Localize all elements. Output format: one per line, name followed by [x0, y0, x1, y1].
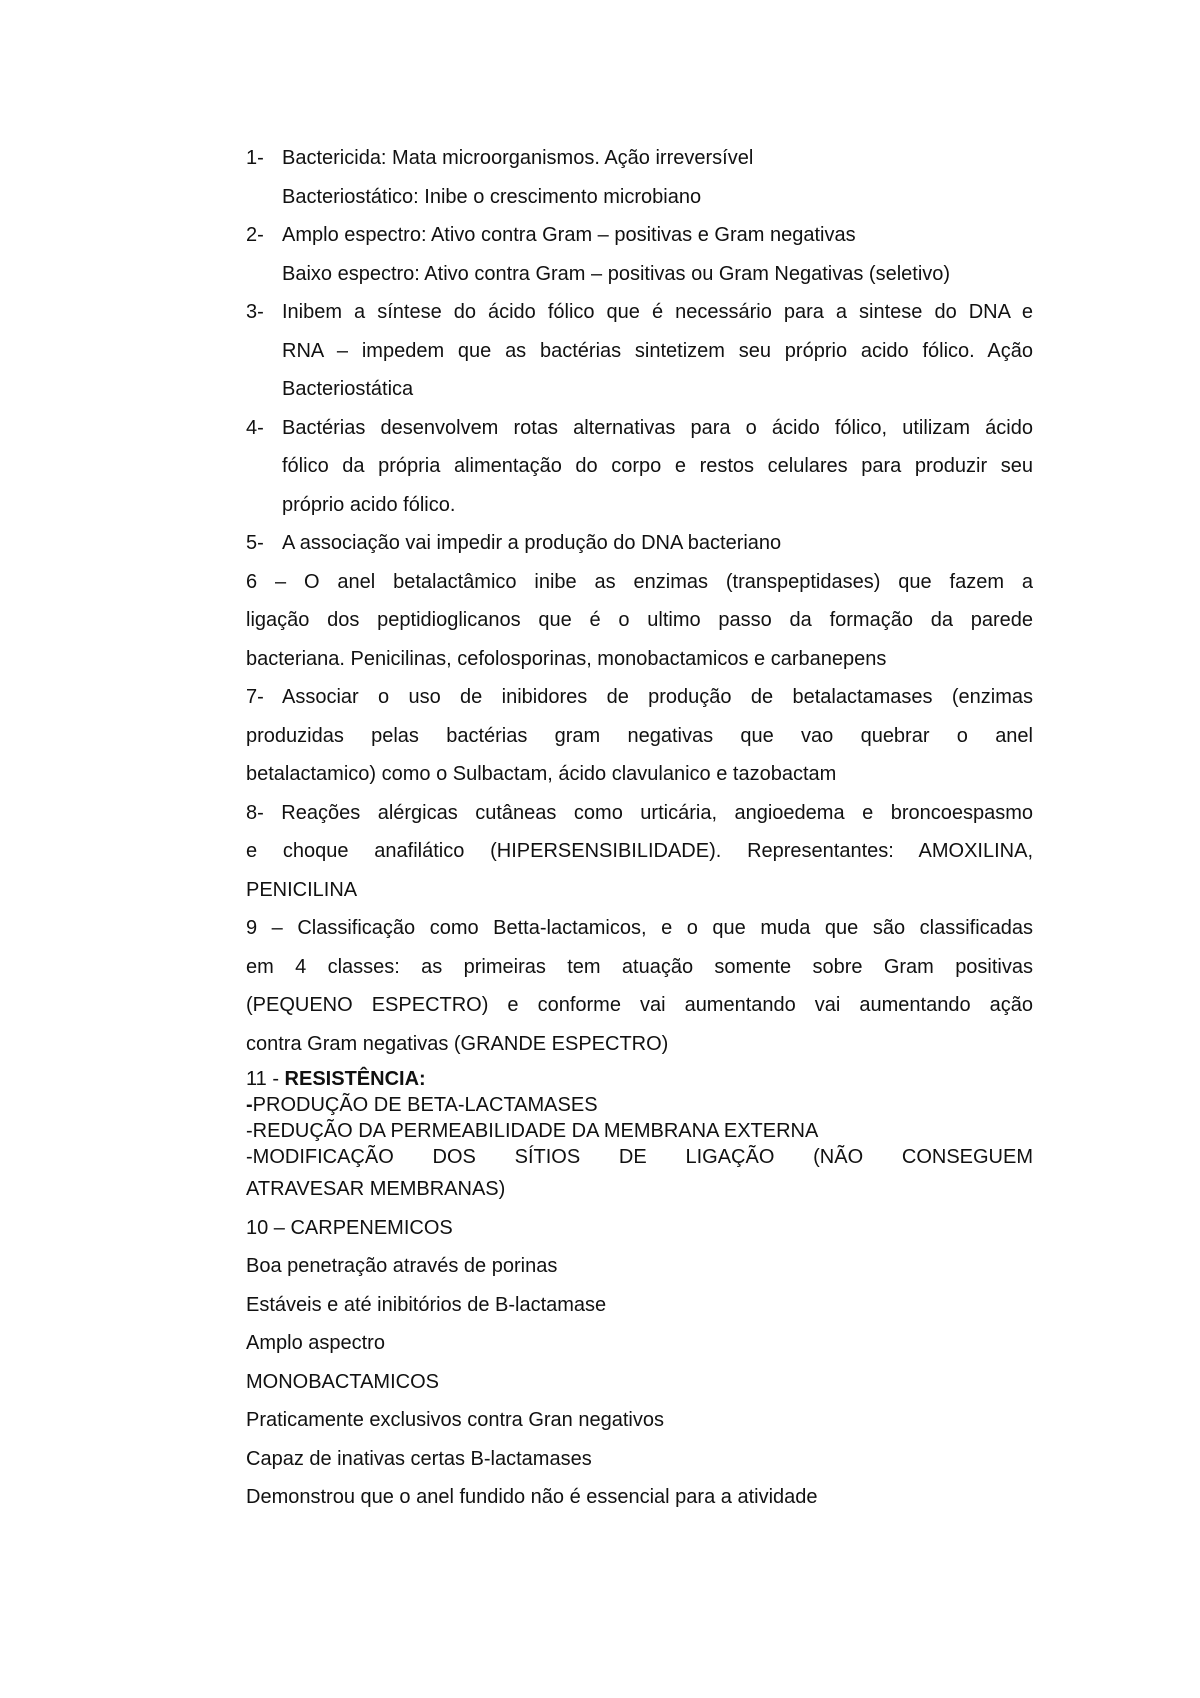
resistance-text: PRODUÇÃO DE BETA-LACTAMASES [252, 1094, 598, 1116]
resistance-heading-line [246, 1066, 1033, 1092]
section-10-subtitle: MONOBACTAMICOS [246, 1370, 439, 1393]
document-body [246, 139, 1033, 1517]
paragraph-8-line: e choque anafilático (HIPERSENSIBILIDADE). Representantes: AMOXILINA, [246, 840, 1033, 862]
resistance-heading: RESISTÊNCIA: [284, 1068, 426, 1090]
paragraph-9: 9 – Classificação como Betta-lactamicos, e o que muda que são classificadas [246, 917, 1033, 939]
section-10-title: 10 – CARPENEMICOS [246, 1216, 453, 1239]
resistance-item-1 [246, 1092, 1033, 1118]
list-number: 2- [246, 224, 264, 246]
paragraph-6: 6 – O anel betalactâmico inibe as enzimas (transpeptidases) que fazem a [246, 570, 1033, 593]
section-10-line: Amplo aspectro [246, 1332, 385, 1354]
list-item-3-continuation: Bacteriostática [282, 378, 414, 400]
paragraph-9-line: em 4 classes: as primeiras tem atuação somente sobre Gram positivas [246, 955, 1033, 978]
list-number: 1- [246, 147, 264, 169]
paragraph-8: 8- Reações alérgicas cutâneas como urticária, angioedema e broncoespasmo [246, 801, 1033, 824]
paragraph-7-line: produzidas pelas bactérias gram negativas que vao quebrar o anel [246, 724, 1033, 747]
list-item-1-continuation: Bacteriostático: Inibe o crescimento microbiano [282, 185, 702, 208]
section-10-line: Boa penetração através de porinas [246, 1255, 558, 1277]
list-item-3-continuation: RNA – impedem que as bactérias sintetizem seu próprio acido fólico. Ação [282, 339, 1033, 362]
list-item-3 [246, 293, 1033, 332]
paragraph-7: 7- Associar o uso de inibidores de produção de betalactamases (enzimas [246, 686, 1033, 708]
list-text: Inibem a síntese do ácido fólico que é necessário para a sintese do DNA e [282, 301, 1033, 323]
list-item-4-continuation: fólico da própria alimentação do corpo e restos celulares para produzir seu [282, 455, 1033, 477]
paragraph-9-line: contra Gram negativas (GRANDE ESPECTRO) [246, 1032, 669, 1055]
list-item-5 [246, 524, 1033, 563]
list-text: Bactérias desenvolvem rotas alternativas para o ácido fólico, utilizam ácido [282, 416, 1033, 439]
paragraph-7-line: betalactamico) como o Sulbactam, ácido clavulanico e tazobactam [246, 763, 837, 785]
paragraph-8-line: PENICILINA [246, 878, 358, 901]
list-item-4-continuation: próprio acido fólico. [282, 493, 456, 516]
section-10-line: Estáveis e até inibitórios de B-lactamase [246, 1293, 607, 1316]
list-number: 5- [246, 532, 264, 554]
list-text: Bactericida: Mata microorganismos. Ação irreversível [282, 147, 754, 169]
list-number: 4- [246, 416, 264, 439]
section-10-line: Demonstrou que o anel fundido não é essencial para a atividade [246, 1486, 818, 1508]
paragraph-6-line: bacteriana. Penicilinas, cefolosporinas, monobactamicos e carbanepens [246, 647, 887, 670]
section-10-line: Capaz de inativas certas B-lactamases [246, 1447, 592, 1470]
list-item-1 [246, 139, 1033, 178]
resistance-prefix: 11 - [246, 1068, 285, 1090]
list-item-2-continuation: Baixo espectro: Ativo contra Gram – positivas ou Gram Negativas (seletivo) [282, 262, 951, 285]
resistance-item-2: -REDUÇÃO DA PERMEABILIDADE DA MEMBRANA EXTERNA [246, 1120, 819, 1142]
list-item-4 [246, 409, 1033, 448]
list-number: 3- [246, 301, 264, 323]
list-text: A associação vai impedir a produção do DNA bacteriano [282, 532, 782, 554]
paragraph-6-line: ligação dos peptidioglicanos que é o ultimo passo da formação da parede [246, 609, 1033, 631]
resistance-item-3: -MODIFICAÇÃO DOS SÍTIOS DE LIGAÇÃO (NÃO CONSEGUEM [246, 1146, 1033, 1168]
resistance-dash: - [246, 1094, 253, 1116]
section-10-line: Praticamente exclusivos contra Gran negativos [246, 1409, 664, 1431]
list-item-2 [246, 216, 1033, 255]
resistance-item-3-continuation: ATRAVESAR MEMBRANAS) [246, 1178, 506, 1200]
list-text: Amplo espectro: Ativo contra Gram – positivas e Gram negativas [282, 224, 856, 246]
paragraph-9-line: (PEQUENO ESPECTRO) e conforme vai aumentando vai aumentando ação [246, 994, 1033, 1016]
